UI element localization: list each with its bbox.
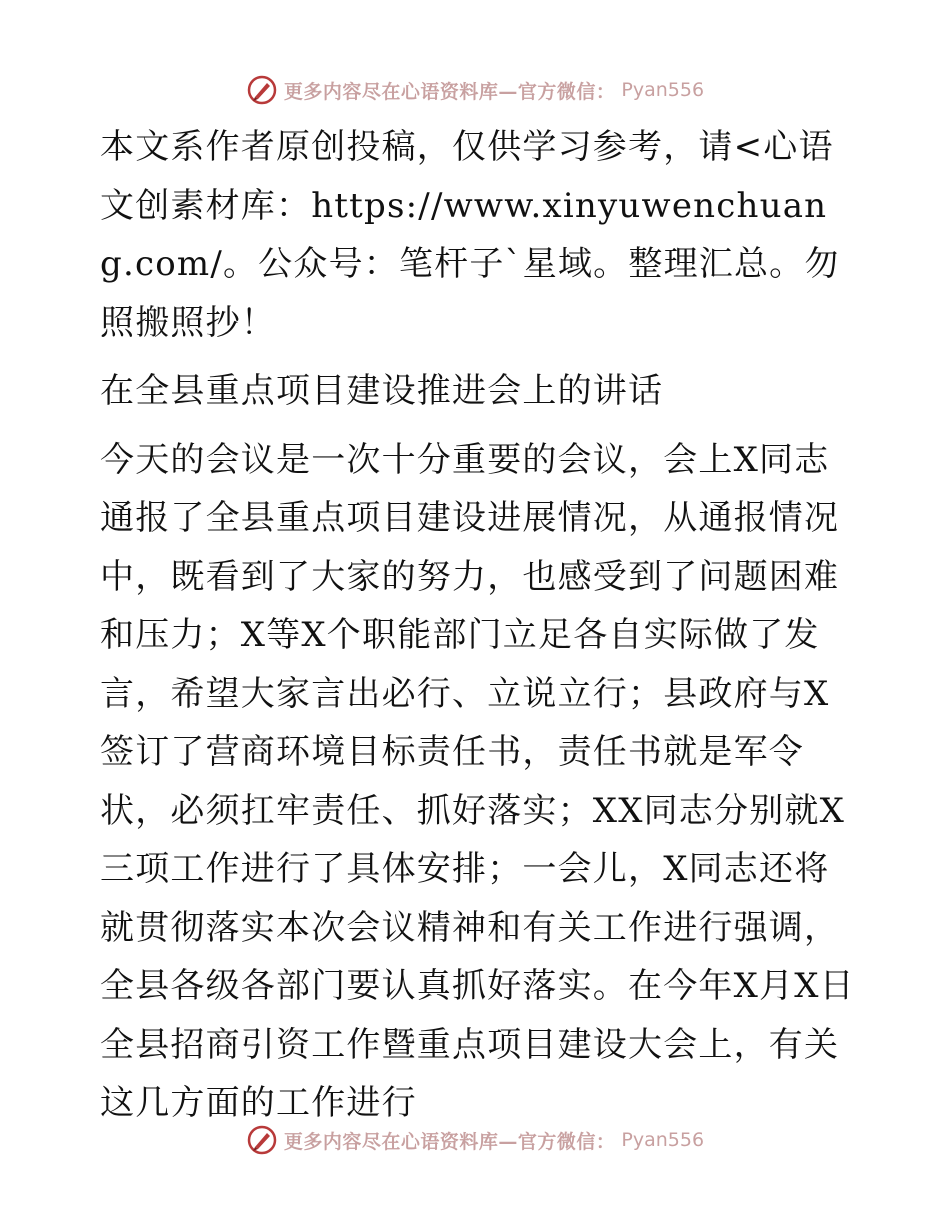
intro-paragraph: 本文系作者原创投稿，仅供学习参考，请<心语文创素材库：https://www.xinyuwenchuang.com/。公众号：笔杆子`星域。整理汇总。勿照搬照抄！ bbox=[100, 127, 840, 343]
body-paragraph: 今天的会议是一次十分重要的会议，会上X同志通报了全县重点项目建设进展情况，从通报情况中，既看到了大家的努力，也感受到了问题困难和压力；X等X个职能部门立足各自实际做了发言，希望大家言出必行、立说立行；县政府与X签订了营商环境目标责任书，责任书就是军令状，必须扛牢责任、抓好落实；XX同志分别就X三项工作进行了具体安排；一会儿，X同志还将就贯彻落实本次会议精神和有关工作进行强调，全县各级各部门要认真抓好落实。在今年X月X日全县招商引资工作暨重点项目建设大会上，有关这几方面的工作进行 bbox=[100, 439, 855, 1123]
pen-logo-icon bbox=[246, 1124, 278, 1156]
watermark-wechat-id: Pyan556 bbox=[621, 1129, 705, 1151]
watermark-wechat-id: Pyan556 bbox=[621, 79, 705, 101]
watermark-text: 更多内容尽在心语资料库—官方微信： bbox=[283, 80, 616, 103]
pen-logo-icon bbox=[246, 74, 278, 106]
speech-title: 在全县重点项目建设推进会上的讲话 bbox=[100, 371, 664, 411]
footer-watermark bbox=[0, 1120, 950, 1160]
document-body bbox=[100, 118, 860, 1133]
header-watermark bbox=[0, 70, 950, 110]
watermark-text: 更多内容尽在心语资料库—官方微信： bbox=[283, 1130, 616, 1153]
